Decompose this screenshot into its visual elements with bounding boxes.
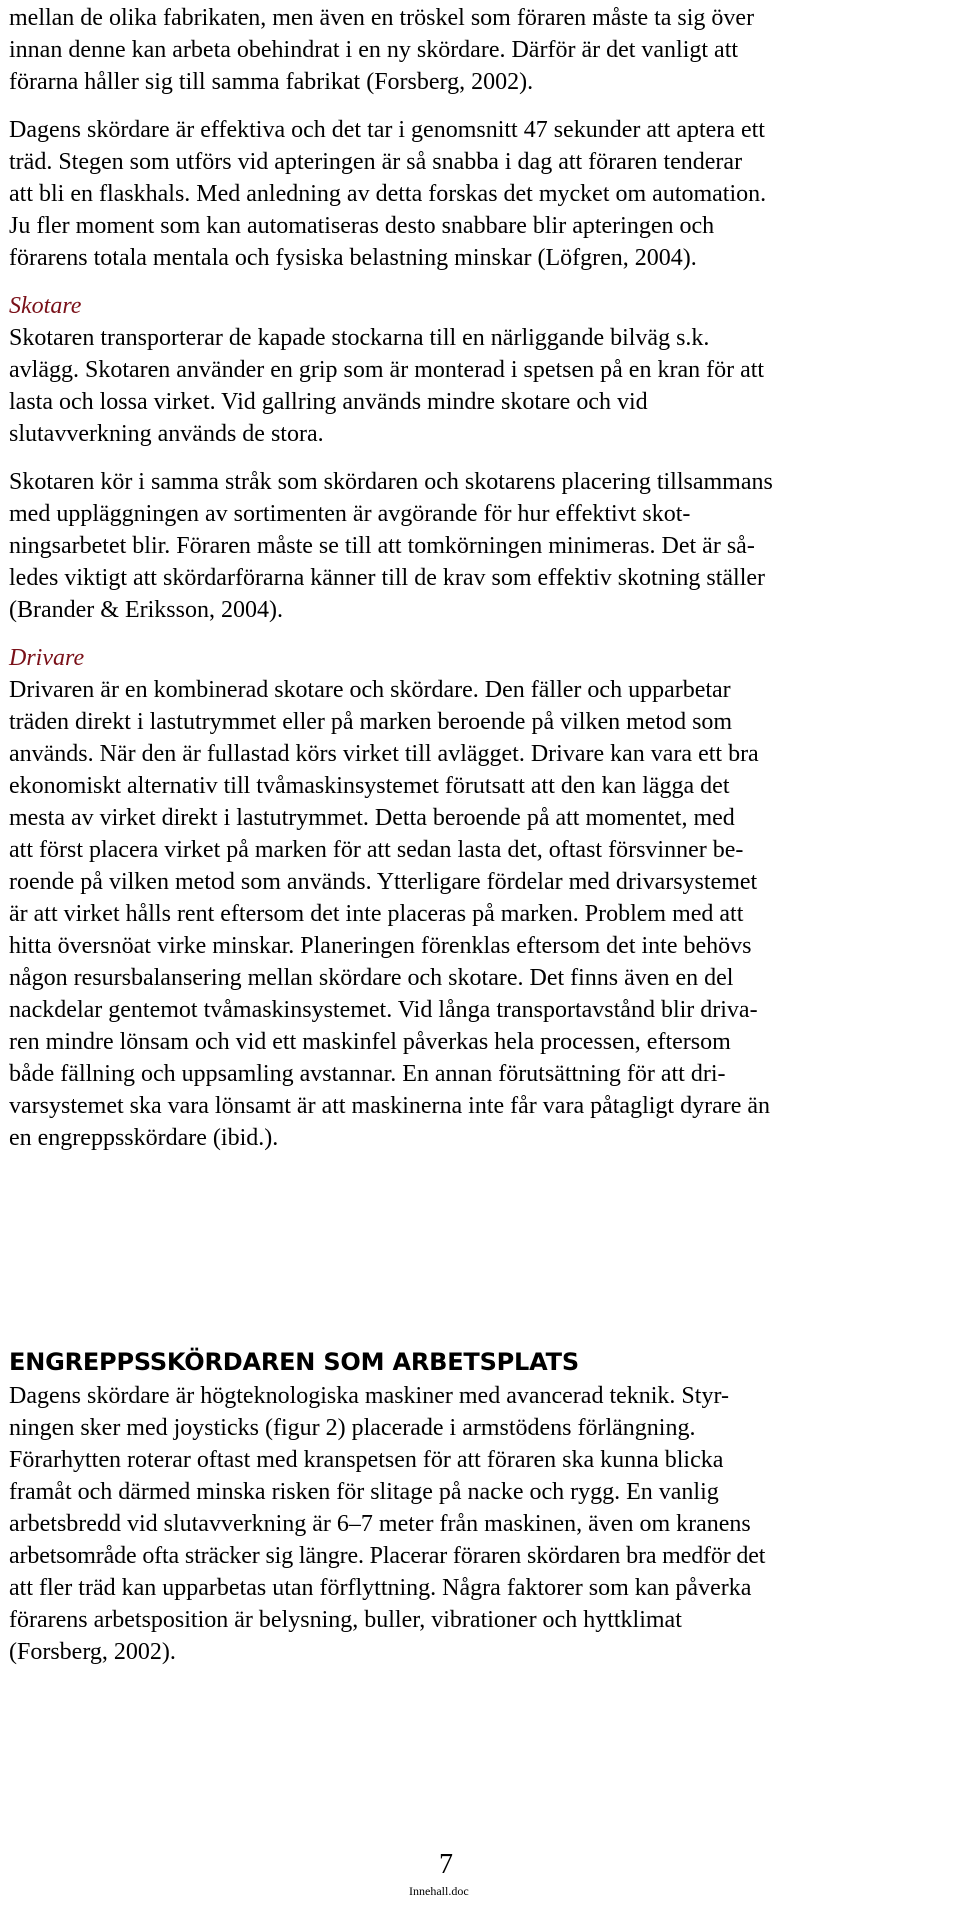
paragraph-line: nackdelar gentemot tvåmaskinsystemet. Vid långa transportavstånd blir driva- [9,997,758,1023]
paragraph-line: någon resursbalansering mellan skördare och skotare. Det finns även en del [9,965,734,991]
paragraph-line: är att virket hålls rent eftersom det inte placeras på marken. Problem med att [9,901,744,927]
paragraph-line: förarens totala mentala och fysiska belastning minskar (Löfgren, 2004). [9,245,697,271]
paragraph-line: hitta översnöat virke minskar. Planeringen förenklas eftersom det inte behövs [9,933,752,959]
paragraph-line: (Brander & Eriksson, 2004). [9,597,283,623]
paragraph-line: träd. Stegen som utförs vid apteringen är så snabba i dag att föraren tenderar [9,149,743,175]
paragraph-line: Förarhytten roterar oftast med kranspetsen för att föraren ska kunna blicka [9,1447,724,1473]
paragraph-line: Skotaren transporterar de kapade stockarna till en närliggande bilväg s.k. [9,325,710,351]
paragraph-line: att bli en flaskhals. Med anledning av detta forskas det mycket om automation. [9,181,767,207]
paragraph-line: att fler träd kan upparbetas utan förflyttning. Några faktorer som kan påverka [9,1575,752,1601]
paragraph-line: används. När den är fullastad körs virket till avlägget. Drivare kan vara ett bra [9,741,759,767]
paragraph-line: framåt och därmed minska risken för slitage på nacke och rygg. En vanlig [9,1479,719,1505]
paragraph-line: med uppläggningen av sortimenten är avgörande för hur effektivt skot- [9,501,691,527]
paragraph-line: Skotaren kör i samma stråk som skördaren och skotarens placering tillsammans [9,469,773,495]
paragraph-line: innan denne kan arbeta obehindrat i en ny skördare. Därför är det vanligt att [9,37,739,63]
paragraph-line: att först placera virket på marken för att sedan lasta det, oftast försvinner be- [9,837,744,863]
subheading-drivare: Drivare [9,645,85,671]
paragraph-line: Drivaren är en kombinerad skotare och skördare. Den fäller och upparbetar [9,677,731,703]
paragraph-line: lasta och lossa virket. Vid gallring används mindre skotare och vid [9,389,648,415]
paragraph-line: arbetsområde ofta sträcker sig längre. Placerar föraren skördaren bra medför det [9,1543,766,1569]
paragraph-line: avlägg. Skotaren använder en grip som är monterad i spetsen på en kran för att [9,357,765,383]
subheading-skotare: Skotare [9,293,82,319]
paragraph-line: (Forsberg, 2002). [9,1639,176,1665]
paragraph-line: förarna håller sig till samma fabrikat (Forsberg, 2002). [9,69,534,95]
paragraph-line: Ju fler moment som kan automatiseras desto snabbare blir apteringen och [9,213,715,239]
paragraph-line: ningen sker med joysticks (figur 2) placerade i armstödens förlängning. [9,1415,696,1441]
paragraph-line: träden direkt i lastutrymmet eller på marken beroende på vilken metod som [9,709,733,735]
paragraph-line: arbetsbredd vid slutavverkning är 6–7 meter från maskinen, även om kranens [9,1511,751,1537]
paragraph-line: Dagens skördare är effektiva och det tar i genomsnitt 47 sekunder att aptera ett [9,117,765,143]
paragraph-line: mesta av virket direkt i lastutrymmet. Detta beroende på att momentet, med [9,805,735,831]
paragraph-line: en engreppsskördare (ibid.). [9,1125,279,1151]
paragraph-line: slutavverkning används de stora. [9,421,324,447]
paragraph-line: ledes viktigt att skördarförarna känner till de krav som effektiv skotning ställer [9,565,766,591]
section-heading: ENGREPPSSKÖRDAREN SOM ARBETSPLATS [9,1348,579,1376]
paragraph-line: mellan de olika fabrikaten, men även en tröskel som föraren måste ta sig över [9,5,755,31]
paragraph-line: varsystemet ska vara lönsamt är att maskinerna inte får vara påtagligt dyrare än [9,1093,771,1119]
paragraph-line: både fällning och uppsamling avstannar. En annan förutsättning för att dri- [9,1061,726,1087]
paragraph-line: ren mindre lönsam och vid ett maskinfel påverkas hela processen, eftersom [9,1029,731,1055]
paragraph-line: ningsarbetet blir. Föraren måste se till att tomkörningen minimeras. Det är så- [9,533,755,559]
paragraph-line: ekonomiskt alternativ till tvåmaskinsystemet förutsatt att den kan lägga det [9,773,730,799]
paragraph-line: förarens arbetsposition är belysning, buller, vibrationer och hyttklimat [9,1607,682,1633]
page-number: 7 [439,1849,453,1880]
footer-file-name: Innehall.doc [409,1884,469,1898]
paragraph-line: roende på vilken metod som används. Ytterligare fördelar med drivarsystemet [9,869,758,895]
paragraph-line: Dagens skördare är högteknologiska maskiner med avancerad teknik. Styr- [9,1383,729,1409]
